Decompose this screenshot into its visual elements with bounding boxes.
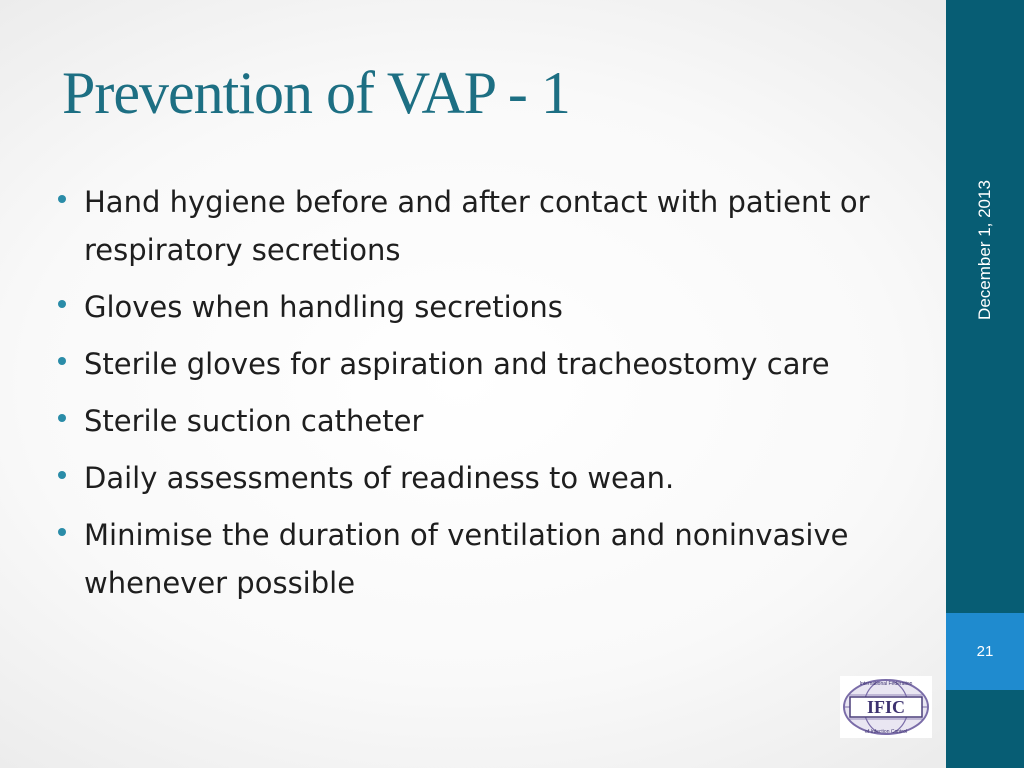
bullet-text: Sterile suction catheter	[84, 404, 424, 438]
slide-title: Prevention of VAP - 1	[62, 60, 570, 126]
bullet-item	[56, 283, 886, 331]
page-number: 21	[976, 643, 994, 660]
bullet-icon	[58, 195, 66, 203]
bullet-icon	[58, 471, 66, 479]
bullet-item	[56, 511, 886, 607]
bullet-item	[56, 178, 886, 274]
logo-top-text: International Federation	[859, 681, 913, 687]
bullet-item	[56, 340, 886, 388]
bullet-text: Hand hygiene before and after contact with patient or respiratory secretions	[84, 185, 870, 267]
bullet-icon	[58, 528, 66, 536]
slide-date: December 1, 2013	[975, 180, 994, 320]
ific-logo-icon	[840, 676, 932, 738]
bullet-text: Sterile gloves for aspiration and tracheostomy care	[84, 347, 830, 381]
bullet-list	[56, 178, 886, 616]
ific-logo	[840, 676, 932, 738]
logo-bottom-text: of Infection Control	[865, 729, 907, 735]
bullet-text: Gloves when handling secretions	[84, 290, 563, 324]
bullet-item	[56, 397, 886, 445]
bullet-icon	[58, 357, 66, 365]
page-number-box	[946, 613, 1024, 690]
logo-acronym: IFIC	[866, 697, 906, 717]
bullet-item	[56, 454, 886, 502]
bullet-icon	[58, 414, 66, 422]
bullet-text: Daily assessments of readiness to wean.	[84, 461, 675, 495]
bullet-icon	[58, 300, 66, 308]
bullet-text: Minimise the duration of ventilation and noninvasive whenever possible	[84, 518, 849, 600]
